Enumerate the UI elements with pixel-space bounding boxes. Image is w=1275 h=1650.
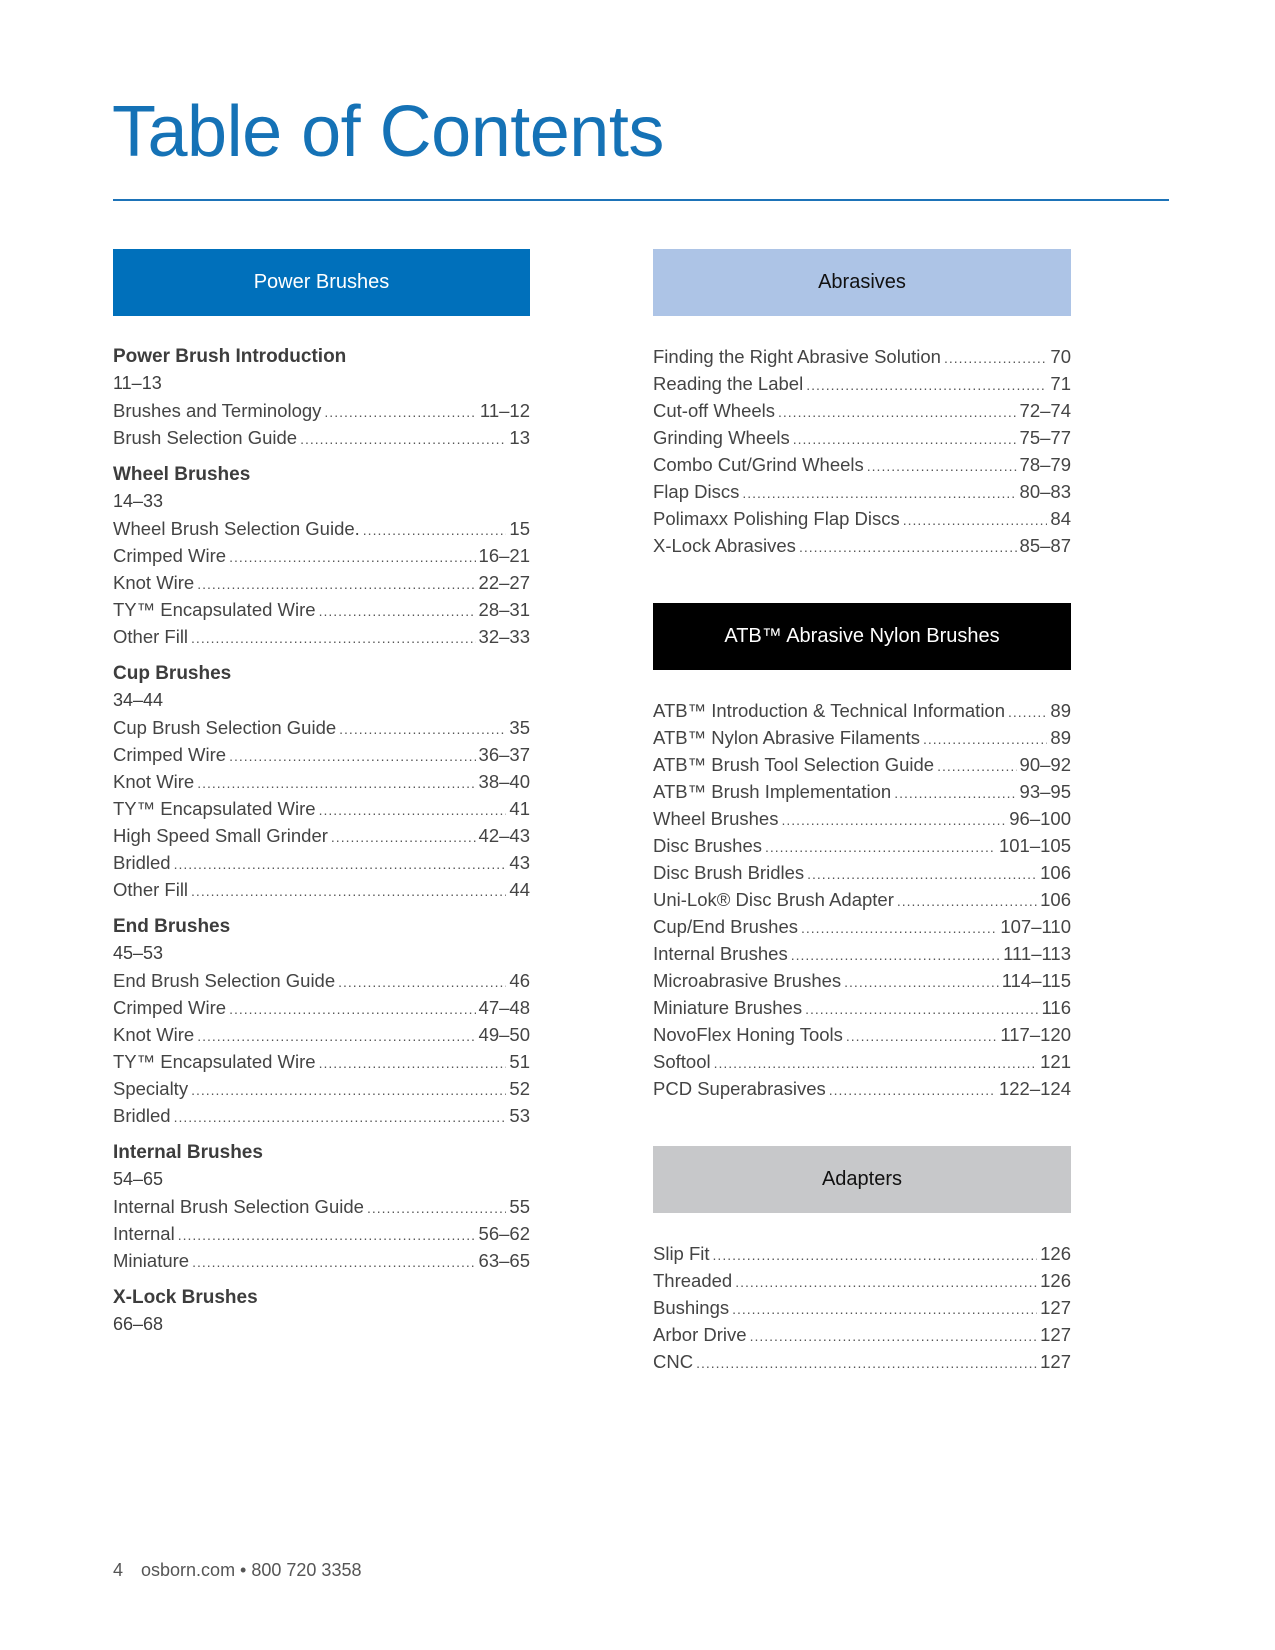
entry-label: Miniature: [113, 1250, 190, 1271]
entry-label: Wheel Brush Selection Guide.: [113, 518, 360, 539]
leader-dots: [319, 797, 507, 824]
leader-dots: [1008, 699, 1047, 726]
power-brushes-header: Power Brushes: [113, 249, 530, 316]
entry-page: 107–110: [1000, 916, 1071, 937]
toc-entry[interactable]: [653, 940, 1071, 967]
toc-group: [113, 343, 530, 451]
entry-label: Threaded: [653, 1270, 733, 1291]
toc-entry[interactable]: [653, 832, 1071, 859]
entry-label: Grinding Wheels: [653, 427, 790, 448]
entry-label: Disc Brushes: [653, 835, 762, 856]
toc-entry[interactable]: [653, 1267, 1071, 1294]
entry-page: 117–120: [1000, 1024, 1071, 1045]
entry-label: Cup/End Brushes: [653, 916, 799, 937]
toc-entry[interactable]: [113, 768, 530, 795]
group-title: Cup Brushes: [113, 663, 232, 684]
entry-page: 116: [1041, 997, 1071, 1018]
leader-dots: [191, 878, 506, 905]
entry-label: Microabrasive Brushes: [653, 970, 842, 991]
toc-entry[interactable]: [113, 569, 530, 596]
entry-page: 46: [509, 970, 530, 991]
entry-page: 89: [1050, 700, 1071, 721]
entry-label: Brush Selection Guide: [113, 427, 298, 448]
entry-label: X-Lock Abrasives: [653, 535, 796, 556]
group-page-range: 54–65: [113, 1169, 164, 1189]
entry-label: Bridled: [113, 852, 171, 873]
power-brushes-list: [113, 343, 530, 1338]
entry-label: Internal Brushes: [653, 943, 788, 964]
entry-page: 71: [1050, 373, 1071, 394]
toc-entry[interactable]: [653, 532, 1071, 559]
entry-page: 121: [1040, 1051, 1071, 1072]
entry-page: 72–74: [1019, 400, 1071, 421]
entry-label: Knot Wire: [113, 1024, 195, 1045]
entry-label: Combo Cut/Grind Wheels: [653, 454, 864, 475]
entry-label: Knot Wire: [113, 572, 195, 593]
toc-entry[interactable]: [653, 1348, 1071, 1375]
entry-page: 16–21: [478, 545, 530, 566]
toc-group: [113, 461, 530, 650]
entry-page: 47–48: [478, 997, 530, 1018]
entry-label: Reading the Label: [653, 373, 804, 394]
leader-dots: [781, 807, 1006, 834]
leader-dots: [197, 571, 475, 598]
leader-dots: [937, 753, 1016, 780]
leader-dots: [192, 1249, 475, 1276]
leader-dots: [191, 1077, 506, 1104]
entry-label: Other Fill: [113, 626, 189, 647]
toc-group: [113, 1284, 530, 1338]
entry-page: 101–105: [998, 835, 1071, 856]
entry-page: 55: [509, 1196, 530, 1217]
toc-entry[interactable]: [113, 424, 530, 451]
entry-label: High Speed Small Grinder: [113, 825, 328, 846]
leader-dots: [801, 915, 997, 942]
entry-page: 111–113: [1003, 943, 1071, 964]
entry-page: 78–79: [1019, 454, 1071, 475]
toc-entry[interactable]: [653, 505, 1071, 532]
group-title: Power Brush Introduction: [113, 346, 347, 367]
leader-dots: [191, 625, 476, 652]
leader-dots: [806, 372, 1047, 399]
entry-label: PCD Superabrasives: [653, 1078, 826, 1099]
power-brushes-column: [113, 249, 530, 1348]
entry-page: 106: [1040, 889, 1071, 910]
leader-dots: [338, 969, 506, 996]
entry-label: Finding the Right Abrasive Solution: [653, 346, 941, 367]
footer-contact: osborn.com • 800 720 3358: [141, 1560, 362, 1580]
entry-label: Wheel Brushes: [653, 808, 779, 829]
entry-page: 49–50: [478, 1024, 530, 1045]
entry-page: 36–37: [478, 744, 530, 765]
right-column: [653, 249, 1071, 1375]
toc-entry[interactable]: [113, 542, 530, 569]
leader-dots: [829, 1077, 996, 1104]
group-title: X-Lock Brushes: [113, 1287, 258, 1308]
toc-entry[interactable]: [113, 1193, 530, 1220]
entry-label: ATB™ Brush Tool Selection Guide: [653, 754, 935, 775]
toc-entry[interactable]: [113, 714, 530, 741]
entry-label: TY™ Encapsulated Wire: [113, 599, 316, 620]
entry-page: 41: [509, 798, 530, 819]
toc-entry[interactable]: [653, 424, 1071, 451]
entry-label: Specialty: [113, 1078, 189, 1099]
group-title: Internal Brushes: [113, 1142, 263, 1163]
leader-dots: [944, 345, 1047, 372]
abrasives-header: Abrasives: [653, 249, 1071, 316]
leader-dots: [714, 1050, 1038, 1077]
toc-entry[interactable]: [653, 1048, 1071, 1075]
entry-page: 85–87: [1019, 535, 1071, 556]
entry-label: ATB™ Nylon Abrasive Filaments: [653, 727, 920, 748]
leader-dots: [331, 824, 476, 851]
entry-page: 28–31: [478, 599, 530, 620]
entry-label: TY™ Encapsulated Wire: [113, 798, 316, 819]
toc-entry[interactable]: [653, 913, 1071, 940]
leader-dots: [793, 426, 1017, 453]
leader-dots: [791, 942, 1000, 969]
leader-dots: [367, 1195, 506, 1222]
toc-entry[interactable]: [653, 967, 1071, 994]
leader-dots: [844, 969, 999, 996]
group-page-range: 11–13: [113, 373, 162, 393]
toc-entry[interactable]: [653, 1075, 1071, 1102]
adapters-list: [653, 1240, 1071, 1375]
entry-page: 63–65: [478, 1250, 530, 1271]
entry-label: Other Fill: [113, 879, 189, 900]
entry-label: Crimped Wire: [113, 744, 227, 765]
entry-page: 93–95: [1019, 781, 1071, 802]
toc-entry[interactable]: [653, 1240, 1071, 1267]
entry-label: Cup Brush Selection Guide: [113, 717, 337, 738]
leader-dots: [174, 1104, 507, 1131]
entry-label: Crimped Wire: [113, 997, 227, 1018]
toc-entry[interactable]: [653, 478, 1071, 505]
toc-entry[interactable]: [653, 451, 1071, 478]
entry-page: 35: [509, 717, 530, 738]
leader-dots: [750, 1323, 1038, 1350]
entry-label: Knot Wire: [113, 771, 195, 792]
leader-dots: [229, 743, 475, 770]
toc-entry[interactable]: [113, 849, 530, 876]
entry-page: 122–124: [998, 1078, 1071, 1099]
entry-label: Disc Brush Bridles: [653, 862, 805, 883]
entry-label: Slip Fit: [653, 1243, 710, 1264]
entry-label: Uni-Lok® Disc Brush Adapter: [653, 889, 894, 910]
atb-list: [653, 697, 1071, 1102]
toc-entry[interactable]: [653, 697, 1071, 724]
leader-dots: [339, 716, 506, 743]
leader-dots: [178, 1222, 476, 1249]
entry-page: 96–100: [1009, 808, 1071, 829]
entry-page: 114–115: [1001, 970, 1071, 991]
toc-entry[interactable]: [113, 967, 530, 994]
group-title: Wheel Brushes: [113, 464, 251, 485]
entry-page: 15: [509, 518, 530, 539]
entry-page: 126: [1040, 1270, 1071, 1291]
entry-page: 127: [1040, 1324, 1071, 1345]
toc-entry[interactable]: [653, 343, 1071, 370]
leader-dots: [300, 426, 506, 453]
entry-page: 13: [509, 427, 530, 448]
entry-page: 126: [1040, 1243, 1071, 1264]
toc-group: [113, 913, 530, 1129]
entry-label: Crimped Wire: [113, 545, 227, 566]
leader-dots: [319, 598, 476, 625]
toc-group: [113, 1139, 530, 1274]
entry-label: Arbor Drive: [653, 1324, 747, 1345]
entry-page: 22–27: [478, 572, 530, 593]
entry-page: 106: [1040, 862, 1071, 883]
toc-entry[interactable]: [113, 795, 530, 822]
leader-dots: [696, 1350, 1037, 1377]
toc-entry[interactable]: [653, 751, 1071, 778]
entry-page: 70: [1050, 346, 1071, 367]
leader-dots: [324, 399, 477, 426]
leader-dots: [894, 780, 1016, 807]
toc-entry[interactable]: [653, 1294, 1071, 1321]
leader-dots: [363, 517, 507, 544]
entry-page: 11–12: [479, 400, 530, 421]
entry-page: 43: [509, 852, 530, 873]
toc-entry[interactable]: [653, 1321, 1071, 1348]
adapters-header: Adapters: [653, 1146, 1071, 1213]
entry-label: Polimaxx Polishing Flap Discs: [653, 508, 900, 529]
entry-label: Bridled: [113, 1105, 171, 1126]
entry-page: 127: [1040, 1297, 1071, 1318]
toc-entry[interactable]: [113, 623, 530, 650]
entry-label: Bushings: [653, 1297, 730, 1318]
toc-entry[interactable]: [653, 859, 1071, 886]
entry-label: NovoFlex Honing Tools: [653, 1024, 843, 1045]
leader-dots: [174, 851, 507, 878]
toc-entry[interactable]: [113, 994, 530, 1021]
leader-dots: [319, 1050, 507, 1077]
leader-dots: [923, 726, 1047, 753]
leader-dots: [778, 399, 1017, 426]
leader-dots: [807, 861, 1037, 888]
toc-entry[interactable]: [113, 1021, 530, 1048]
leader-dots: [897, 888, 1037, 915]
toc-entry[interactable]: [653, 805, 1071, 832]
leader-dots: [197, 1023, 475, 1050]
entry-label: Brushes and Terminology: [113, 400, 322, 421]
toc-entry[interactable]: [113, 876, 530, 903]
toc-entry[interactable]: [113, 1048, 530, 1075]
leader-dots: [742, 480, 1016, 507]
title-divider: [113, 199, 1169, 201]
page-number: 4: [113, 1560, 124, 1580]
toc-entry[interactable]: [113, 397, 530, 424]
toc-entry[interactable]: [113, 1247, 530, 1274]
entry-label: End Brush Selection Guide: [113, 970, 336, 991]
toc-entry[interactable]: [653, 397, 1071, 424]
leader-dots: [735, 1269, 1037, 1296]
entry-label: ATB™ Brush Implementation: [653, 781, 892, 802]
entry-page: 42–43: [478, 825, 530, 846]
toc-entry[interactable]: [113, 1220, 530, 1247]
entry-label: Internal: [113, 1223, 175, 1244]
entry-page: 80–83: [1019, 481, 1071, 502]
group-title: End Brushes: [113, 916, 231, 937]
toc-entry[interactable]: [653, 778, 1071, 805]
page-footer: [113, 1560, 361, 1581]
entry-page: 90–92: [1019, 754, 1071, 775]
toc-entry[interactable]: [113, 596, 530, 623]
toc-entry[interactable]: [653, 1021, 1071, 1048]
toc-entry[interactable]: [653, 370, 1071, 397]
entry-page: 56–62: [478, 1223, 530, 1244]
leader-dots: [846, 1023, 997, 1050]
group-page-range: 66–68: [113, 1314, 164, 1334]
leader-dots: [805, 996, 1038, 1023]
leader-dots: [229, 996, 475, 1023]
toc-entry[interactable]: [653, 724, 1071, 751]
group-page-range: 34–44: [113, 690, 164, 710]
entry-label: Softool: [653, 1051, 711, 1072]
entry-label: TY™ Encapsulated Wire: [113, 1051, 316, 1072]
entry-label: Internal Brush Selection Guide: [113, 1196, 364, 1217]
entry-label: Flap Discs: [653, 481, 740, 502]
entry-label: Cut-off Wheels: [653, 400, 776, 421]
entry-page: 52: [509, 1078, 530, 1099]
group-page-range: 45–53: [113, 943, 164, 963]
toc-entry[interactable]: [113, 741, 530, 768]
entry-page: 127: [1040, 1351, 1071, 1372]
entry-page: 75–77: [1019, 427, 1071, 448]
entry-page: 32–33: [478, 626, 530, 647]
leader-dots: [799, 534, 1017, 561]
toc-entry[interactable]: [113, 1075, 530, 1102]
leader-dots: [197, 770, 475, 797]
entry-label: CNC: [653, 1351, 694, 1372]
leader-dots: [229, 544, 475, 571]
leader-dots: [867, 453, 1017, 480]
page-title: Table of Contents: [112, 92, 664, 172]
toc-group: [113, 660, 530, 903]
atb-header: ATB™ Abrasive Nylon Brushes: [653, 603, 1071, 670]
entry-page: 51: [509, 1051, 530, 1072]
entry-page: 84: [1050, 508, 1071, 529]
toc-entry[interactable]: [653, 994, 1071, 1021]
leader-dots: [765, 834, 996, 861]
entry-page: 38–40: [478, 771, 530, 792]
entry-label: Miniature Brushes: [653, 997, 803, 1018]
toc-entry[interactable]: [113, 822, 530, 849]
entry-label: ATB™ Introduction & Technical Information: [653, 700, 1006, 721]
entry-page: 89: [1050, 727, 1071, 748]
group-page-range: 14–33: [113, 491, 164, 511]
abrasives-list: [653, 343, 1071, 559]
leader-dots: [713, 1242, 1038, 1269]
leader-dots: [732, 1296, 1037, 1323]
entry-page: 53: [509, 1105, 530, 1126]
toc-entry[interactable]: [653, 886, 1071, 913]
toc-entry[interactable]: [113, 1102, 530, 1129]
entry-page: 44: [509, 879, 530, 900]
leader-dots: [903, 507, 1048, 534]
toc-entry[interactable]: [113, 515, 530, 542]
